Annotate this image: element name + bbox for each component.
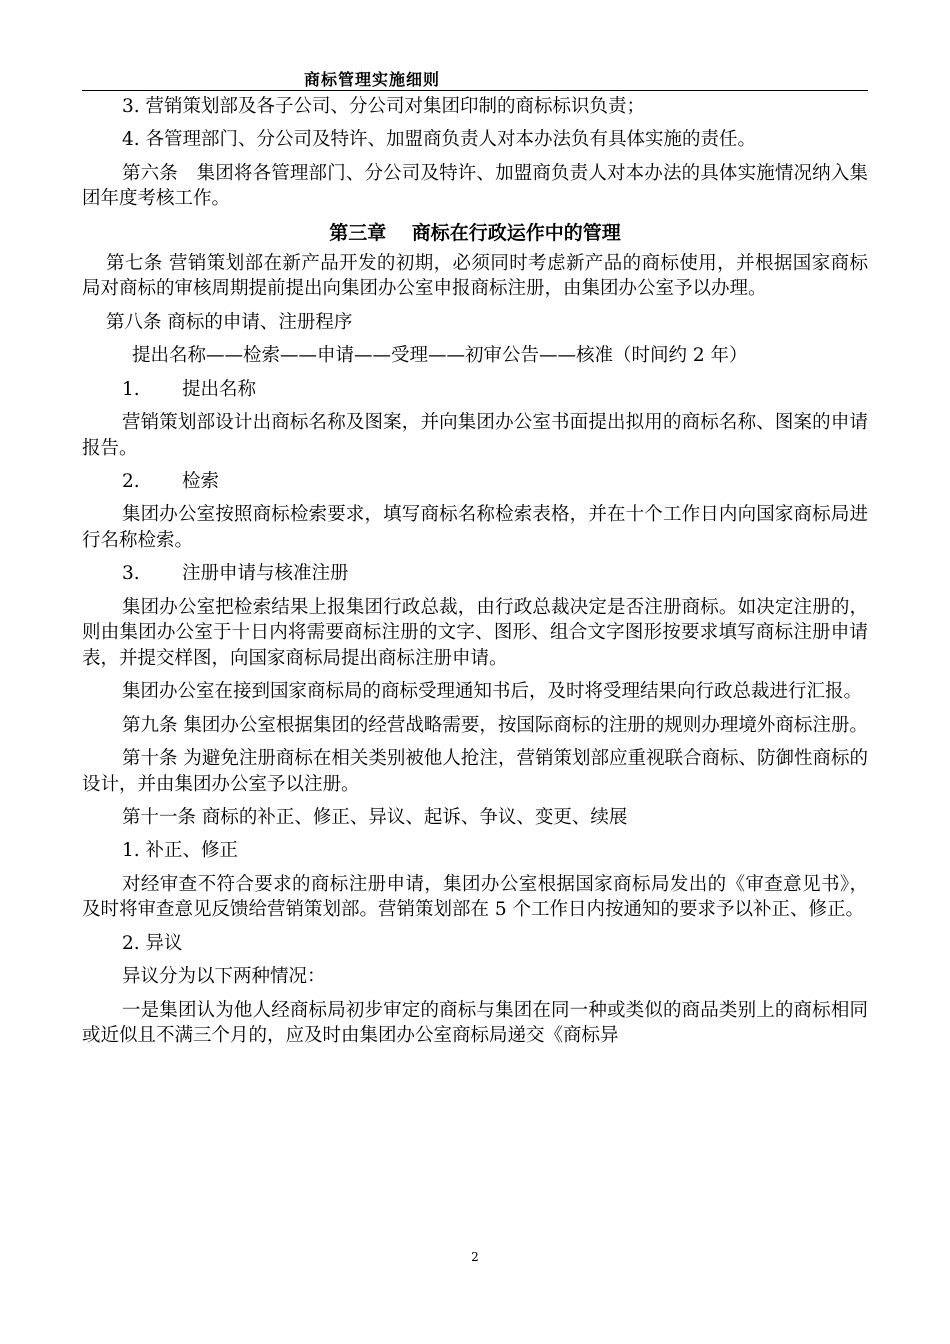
article-10: 第十条 为避免注册商标在相关类别被他人抢注，营销策划部应重视联合商标、防御性商标的设计，并由集团办公室予以注册。 <box>82 748 868 795</box>
procedure-flow: 提出名称——检索——申请——受理——初审公告——核准（时间约 2 年） <box>132 345 748 367</box>
step-3-description: 集团办公室把检索结果上报集团行政总裁，由行政总裁决定是否注册商标。如决定注册的，则由集团办公室于十日内将需要商标注册的文字、图形、组合文字图形按要求填写商标注册申请表，并提交样图，向国家商标局提出商标注册申请。 <box>82 596 868 669</box>
article-11: 第十一条 商标的补正、修正、异议、起诉、争议、变更、续展 <box>122 807 628 829</box>
step-1-heading <box>82 377 868 403</box>
step-1-number: 1. <box>122 378 140 400</box>
step-1-description: 营销策划部设计出商标名称及图案，并向集团办公室书面提出拟用的商标名称、图案的申请报告。 <box>82 411 868 459</box>
article-8: 第八条 商标的申请、注册程序 <box>106 311 353 333</box>
page-number: 2 <box>471 1250 479 1264</box>
step-3-label: 注册申请与核准注册 <box>182 563 349 585</box>
step-3-followup: 集团办公室在接到国家商标局的商标受理通知书后，及时将受理结果向行政总裁进行汇报。 <box>122 681 863 703</box>
subsection-1-heading: 1. 补正、修正 <box>122 840 239 862</box>
paragraph-item-3: 3. 营销策划部及各子公司、分公司对集团印制的商标标识负责； <box>122 96 646 117</box>
article-6: 第六条 集团将各管理部门、分公司及特许、加盟商负责人对本办法的具体实施情况纳入集团年度考核工作。 <box>82 162 868 210</box>
subsection-2-heading: 2. 异议 <box>122 932 183 954</box>
step-3-number: 3. <box>122 563 140 585</box>
document-body <box>82 94 868 1057</box>
step-1-label: 提出名称 <box>182 378 257 400</box>
article-9: 第九条 集团办公室根据集团的经营战略需要，按国际商标的注册的规则办理境外商标注册。 <box>122 714 868 736</box>
step-2-label: 检索 <box>182 470 220 492</box>
page-header <box>82 66 868 91</box>
step-2-number: 2. <box>122 470 140 492</box>
step-2-heading <box>82 469 868 495</box>
step-2-description: 集团办公室按照商标检索要求，填写商标名称检索表格，并在十个工作日内向国家商标局进行名称检索。 <box>82 504 868 551</box>
paragraph-item-4: 4. 各管理部门、分公司及特许、加盟商负责人对本办法负有具体实施的责任。 <box>122 129 757 151</box>
subsection-2-case-1: 一是集团认为他人经商标局初步审定的商标与集团在同一种或类似的商品类别上的商标相同或近似且不满三个月的，应及时由集团办公室商标局递交《商标异 <box>82 999 868 1047</box>
step-3-heading <box>82 561 868 587</box>
chapter-heading: 第三章 商标在行政运作中的管理 <box>329 221 621 244</box>
subsection-1-description: 对经审查不符合要求的商标注册申请，集团办公室根据国家商标局发出的《审查意见书》，及时将审查意见反馈给营销策划部。营销策划部在 5 个工作日内按通知的要求予以补正、修正。 <box>82 873 868 921</box>
subsection-2-intro: 异议分为以下两种情况： <box>122 966 326 988</box>
header-title: 商标管理实施细则 <box>304 70 441 89</box>
article-7: 第七条 营销策划部在新产品开发的初期，必须同时考虑新产品的商标使用，并根据国家商标局对商标的审核周期提前提出向集团办公室申报商标注册，由集团办公室予以办理。 <box>82 252 868 300</box>
